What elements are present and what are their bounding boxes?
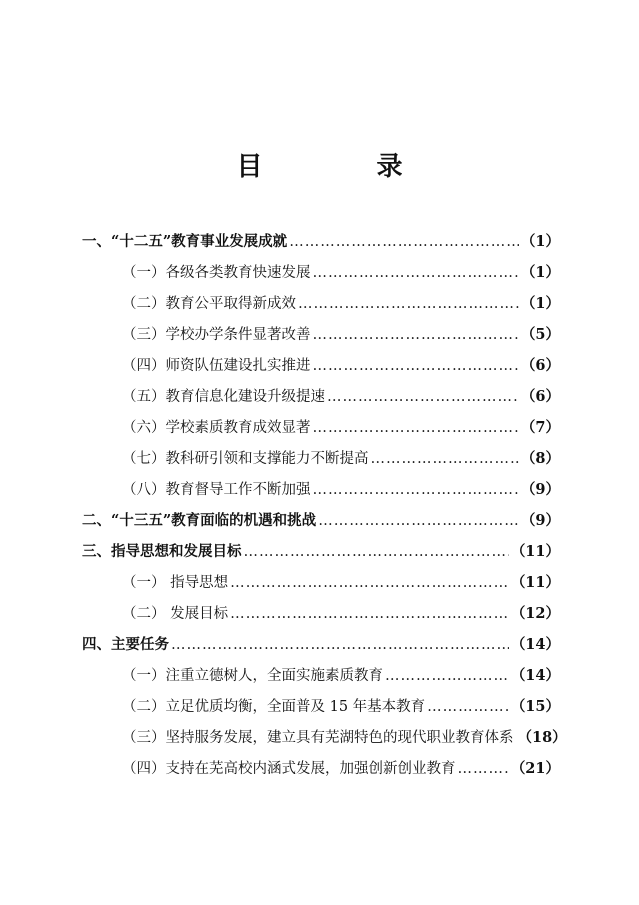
toc-entry-page: （1） [520, 233, 560, 250]
toc-entry-page: （7） [520, 419, 560, 436]
dot-leader [313, 351, 519, 381]
toc-entry-page: （6） [520, 357, 560, 374]
toc-entry-2[interactable] [82, 506, 560, 536]
toc-entry-label: 三、指导思想和发展目标 [82, 543, 242, 560]
toc-entry-page: （9） [520, 481, 560, 498]
toc-entry-label: （四）支持在芜高校内涵式发展，加强创新创业教育 [122, 761, 456, 777]
toc-entry-label: （四）师资队伍建设扎实推进 [122, 358, 311, 374]
toc-entry-1[interactable] [82, 227, 560, 257]
dot-leader [313, 413, 519, 443]
dot-leader [318, 506, 519, 536]
toc-entry-4-1[interactable] [122, 661, 560, 691]
toc-entry-page: （8） [520, 450, 560, 467]
toc-entry-page: （11） [510, 543, 560, 560]
toc-entry-1-7[interactable] [122, 444, 560, 474]
toc-entry-label: （二） 发展目标 [122, 606, 229, 622]
toc-entry-1-3[interactable] [122, 320, 560, 350]
toc-entry-4-4[interactable] [122, 754, 560, 784]
toc-entry-page: （11） [510, 574, 560, 591]
toc-entry-3[interactable] [82, 537, 560, 567]
toc-entry-page: （5） [520, 326, 560, 343]
toc-entry-page: （1） [520, 295, 560, 312]
toc-entry-label: （八）教育督导工作不断加强 [122, 482, 311, 498]
toc-entry-label: （二）立足优质均衡，全面普及 15 年基本教育 [122, 699, 426, 715]
toc-entry-label: （一）各级各类教育快速发展 [122, 265, 311, 281]
toc-entry-page: （14） [510, 667, 560, 684]
toc-entry-page: （21） [510, 760, 560, 777]
dot-leader [230, 568, 509, 598]
toc-entry-page: （15） [510, 698, 560, 715]
toc-entry-label: 四、主要任务 [82, 636, 169, 653]
toc-entry-label: 二、“十三五”教育面临的机遇和挑战 [82, 512, 317, 529]
toc-entry-4-2[interactable] [122, 692, 560, 722]
toc-entry-3-1[interactable] [122, 568, 560, 598]
toc-entry-page: （6） [520, 388, 560, 405]
toc-entry-label: （三）学校办学条件显著改善 [122, 327, 311, 343]
toc-entry-1-2[interactable] [122, 289, 560, 319]
dot-leader [427, 692, 509, 722]
toc-entry-page: （1） [520, 264, 560, 281]
toc-entry-4-3[interactable] [122, 723, 567, 753]
dot-leader [171, 630, 509, 660]
toc-entry-label: （二）教育公平取得新成效 [122, 296, 296, 312]
dot-leader [327, 382, 519, 412]
toc-entry-label: （一） 指导思想 [122, 575, 229, 591]
dot-leader [298, 289, 519, 319]
dot-leader [313, 320, 519, 350]
toc-entry-1-4[interactable] [122, 351, 560, 381]
dot-leader [230, 599, 509, 629]
toc-entry-label: （一）注重立德树人，全面实施素质教育 [122, 668, 383, 684]
toc-entry-1-5[interactable] [122, 382, 560, 412]
toc-entry-label: （六）学校素质教育成效显著 [122, 420, 311, 436]
dot-leader [244, 537, 509, 567]
toc-entry-1-1[interactable] [122, 258, 560, 288]
dot-leader [289, 227, 519, 257]
toc-entry-label: （五）教育信息化建设升级提速 [122, 389, 325, 405]
toc-entry-page: （12） [510, 605, 560, 622]
toc-entry-label: （七）教科研引领和支撑能力不断提高 [122, 451, 369, 467]
toc-entry-3-2[interactable] [122, 599, 560, 629]
page-title: 目 录 [236, 152, 447, 182]
dot-leader [371, 444, 519, 474]
toc-entry-page: （9） [520, 512, 560, 529]
toc-entry-label: （三）坚持服务发展，建立具有芜湖特色的现代职业教育体系 [122, 730, 514, 746]
toc-entry-page: （18） [517, 729, 567, 746]
toc-entry-1-6[interactable] [122, 413, 560, 443]
toc-entry-label: 一、“十二五”教育事业发展成就 [82, 233, 288, 250]
dot-leader [313, 258, 519, 288]
toc-entry-1-8[interactable] [122, 475, 560, 505]
toc-entry-4[interactable] [82, 630, 560, 660]
dot-leader [313, 475, 519, 505]
dot-leader [385, 661, 509, 691]
dot-leader [458, 754, 509, 784]
toc-entry-page: （14） [510, 636, 560, 653]
